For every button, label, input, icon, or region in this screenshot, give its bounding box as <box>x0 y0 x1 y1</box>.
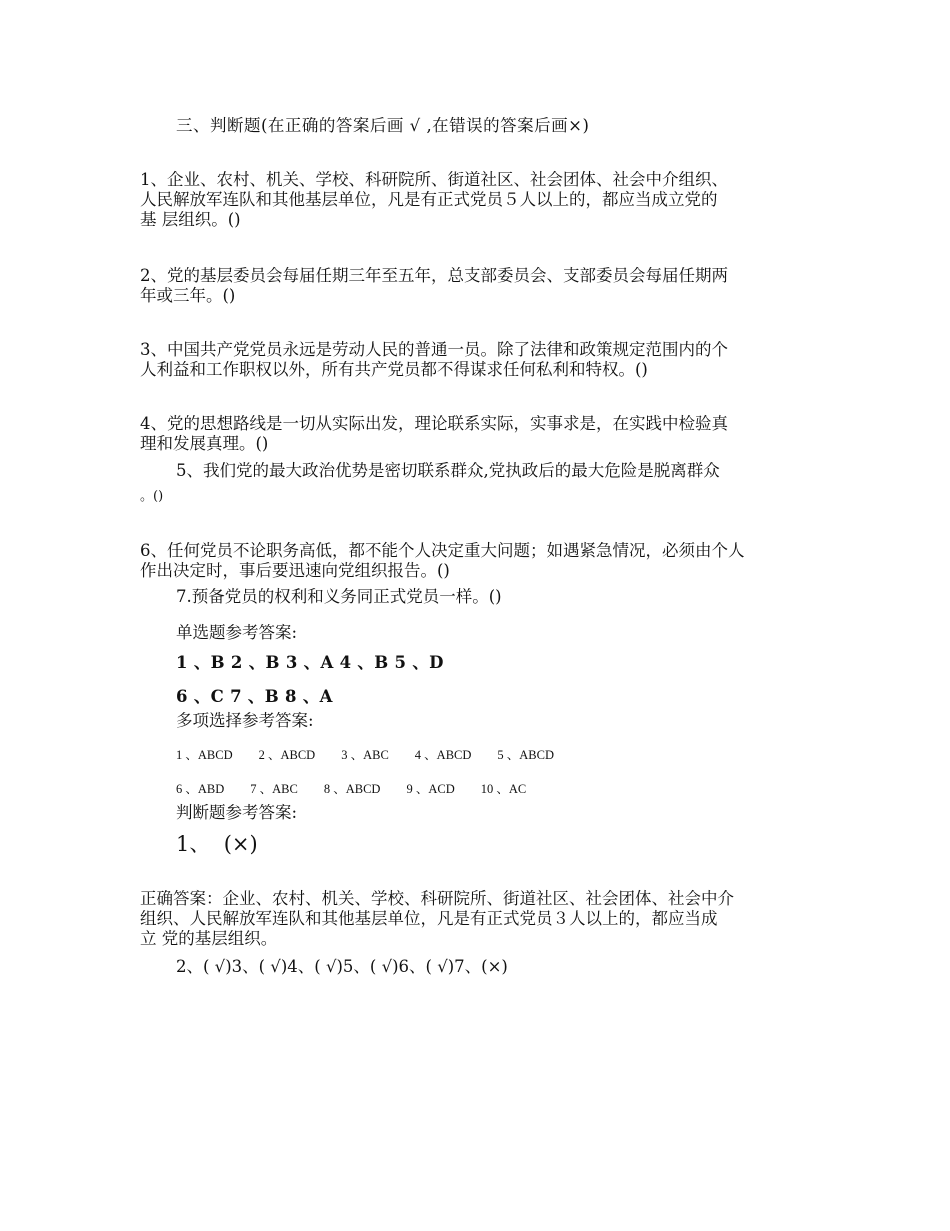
multi-answer-10: 10 、AC <box>480 782 527 796</box>
question-2-line-1: 2、党的基层委员会每届任期三年至五年，总支部委员会、支部委员会每届任期两 <box>140 266 728 285</box>
question-4-line-1: 4、党的思想路线是一切从实际出发，理论联系实际，实事求是，在实践中检验真 <box>140 414 728 433</box>
judge-answer-1: 1、 (×) <box>176 832 258 856</box>
question-4-line-2: 理和发展真理。() <box>140 434 269 453</box>
multi-answer-4: 4 、ABCD <box>414 748 472 762</box>
multi-answers-title: 多项选择参考答案: <box>176 711 314 730</box>
judge-answers-title: 判断题参考答案: <box>176 803 298 822</box>
multi-answer-2: 2 、ABCD <box>258 748 316 762</box>
question-3-line-1: 3、中国共产党党员永远是劳动人民的普通一员。除了法律和政策规定范围内的个 <box>140 340 728 359</box>
question-1-line-1: 1、企业、农村、机关、学校、科研院所、街道社区、社会团体、社会中介组织、 <box>140 170 728 189</box>
judge-answers-rest: 2、( √)3、( √)4、( √)5、( √)6、( √)7、(×) <box>176 957 508 976</box>
question-1-line-2: 人民解放军连队和其他基层单位，凡是有正式党员５人以上的，都应当成立党的 <box>140 190 718 209</box>
single-answers-line-1: 1 、B 2 、B 3 、A 4 、B 5 、D <box>176 653 444 672</box>
question-6-line-1: 6、任何党员不论职务高低，都不能个人决定重大问题；如遇紧急情况，必须由个人 <box>140 541 745 560</box>
single-answers-line-2: 6 、C 7 、B 8 、A <box>176 687 333 706</box>
correct-answer-line-3: 立 党的基层组织。 <box>140 929 278 948</box>
multi-answer-5: 5 、ABCD <box>497 748 555 762</box>
single-answers-title: 单选题参考答案: <box>176 623 298 642</box>
question-7-line-1: 7.预备党员的权利和义务同正式党员一样。() <box>176 587 502 606</box>
multi-answer-9: 9 、ACD <box>406 782 455 796</box>
multi-answer-8: 8 、ABCD <box>323 782 381 796</box>
question-5-line-1: 5、我们党的最大政治优势是密切联系群众,党执政后的最大危险是脱离群众 <box>176 461 720 480</box>
question-2-line-2: 年或三年。() <box>140 286 236 305</box>
multi-answer-6: 6 、ABD <box>176 782 225 796</box>
correct-answer-line-2: 组织、人民解放军连队和其他基层单位，凡是有正式党员３人以上的，都应当成 <box>140 909 718 928</box>
multi-answer-3: 3 、ABC <box>341 748 389 762</box>
question-6-line-2: 作出决定时，事后要迅速向党组织报告。() <box>140 561 450 580</box>
question-1-line-3: 基 层组织。() <box>140 210 241 229</box>
multi-answer-1: 1 、ABCD <box>176 748 233 762</box>
correct-answer-line-1: 正确答案：企业、农村、机关、学校、科研院所、街道社区、社会团体、社会中介 <box>140 889 734 908</box>
question-3-line-2: 人利益和工作职权以外，所有共产党员都不得谋求任何私利和特权。() <box>140 360 648 379</box>
multi-answers-line-2 <box>176 779 848 799</box>
section-heading: 三、判断题(在正确的答案后画 √ ,在错误的答案后画×) <box>176 116 590 135</box>
multi-answer-7: 7 、ABC <box>250 782 298 796</box>
question-5-line-2: 。() <box>140 489 164 504</box>
multi-answers-line-1 <box>176 745 848 765</box>
